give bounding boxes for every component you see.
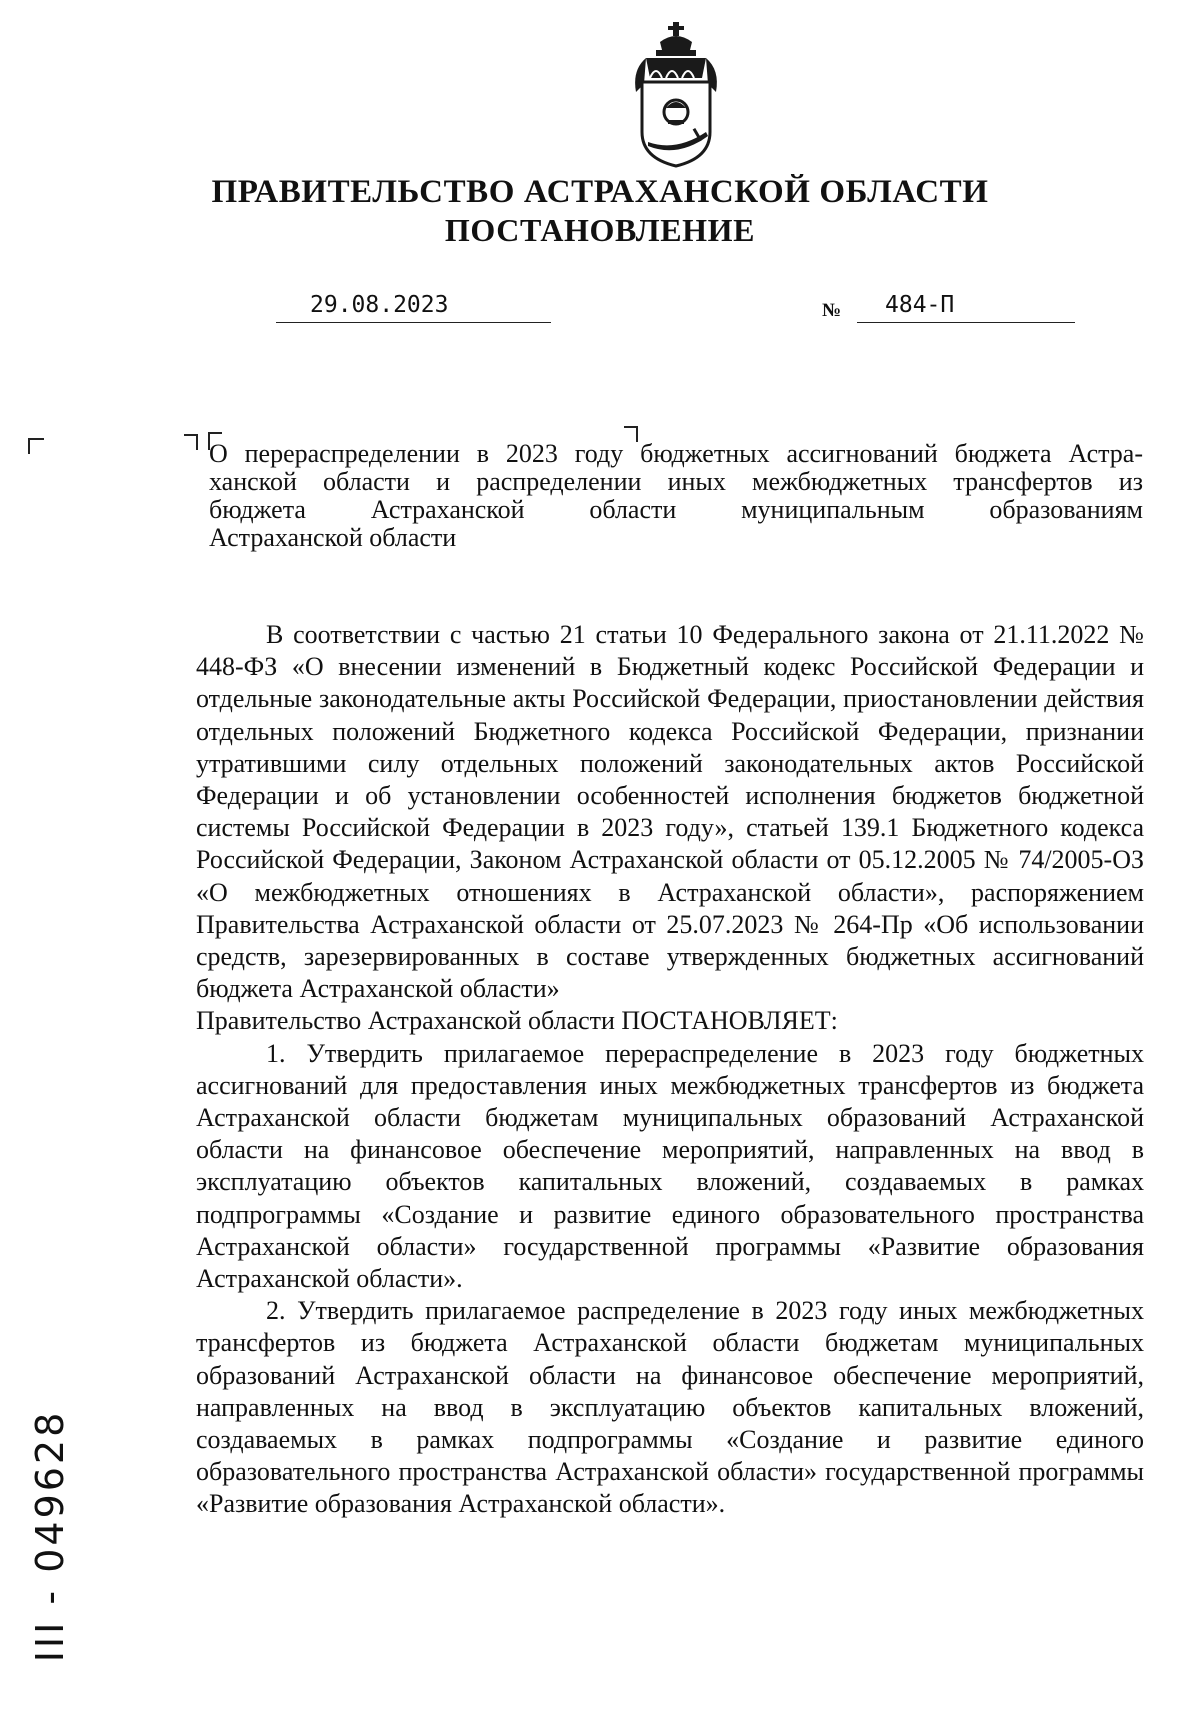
number-sign: №	[822, 300, 842, 321]
document-type-title: ПОСТАНОВЛЕНИЕ	[444, 212, 756, 248]
subject-line: бюджета Астраханской области муниципальным образованиям	[209, 495, 1143, 524]
resolution-line: Правительство Астраханской области ПОСТАНОВЛЯЕТ:	[196, 1006, 838, 1036]
organization-title: ПРАВИТЕЛЬСТВО АСТРАХАНСКОЙ ОБЛАСТИ	[211, 174, 989, 210]
document-body	[196, 619, 1144, 1521]
astrakhan-coat-of-arms-icon	[626, 20, 726, 170]
subject-line: Астраханской области	[209, 523, 457, 552]
corner-mark	[28, 438, 44, 454]
subject-line: ханской области и распределении иных межбюджетных трансфертов из	[209, 467, 1143, 496]
side-serial-code	[20, 1376, 80, 1696]
document-subject	[209, 440, 1143, 552]
document-date: 29.08.2023	[276, 292, 551, 323]
side-serial-text: III - 049628	[28, 1409, 72, 1663]
item-2-paragraph: 2. Утвердить прилагаемое распределение в 2023 году иных межбюджетных трансфертов из бюджета Астраханской области бюджетам муниципальных образований Астраханской области на финансовое обеспечение мероприятий, направленных на ввод в эксплуатацию объектов капитальных вложений, создаваемых в рамках подпрограммы «Создание и развитие единого образовательного пространства Астраханской области» государственной программы «Развитие образования Астраханской области».	[196, 1296, 1144, 1519]
item-1-paragraph: 1. Утвердить прилагаемое перераспределение в 2023 году бюджетных ассигнований для предоставления иных межбюджетных трансфертов из бюджета Астраханской области бюджетам муниципальных образований Астраханской области на финансовое обеспечение мероприятий, направленных на ввод в эксплуатацию объектов капитальных вложений, создаваемых в рамках подпрограммы «Создание и развитие единого образовательного пространства Астраханской области» государственной программы «Развитие образования Астраханской области».	[196, 1038, 1144, 1294]
preamble-paragraph: В соответствии с частью 21 статьи 10 Федерального закона от 21.11.2022 № 448-ФЗ «О внесении изменений в Бюджетный кодекс Российской Федерации и отдельные законодательные акты Российской Федерации, приостановлении действия отдельных положений Бюджетного кодекса Российской Федерации, признании утратившими силу отдельных положений законодательных актов Российской Федерации и об установлении особенностей исполнения бюджетов бюджетной системы Российской Федерации в 2023 году», статьей 139.1 Бюджетного кодекса Российской Федерации, Законом Астраханской области от 05.12.2005 № 74/2005-ОЗ «О межбюджетных отношениях в Астраханской области», распоряжением Правительства Астраханской области от 25.07.2023 № 264-Пр «Об использовании средств, зарезервированных в составе утвержденных бюджетных ассигнований бюджета Астраханской области»	[196, 620, 1144, 1004]
corner-mark	[184, 434, 198, 450]
document-number: 484-П	[857, 292, 1075, 323]
subject-line: О перераспределении в 2023 году бюджетных ассигнований бюджета Астра-	[209, 439, 1143, 468]
